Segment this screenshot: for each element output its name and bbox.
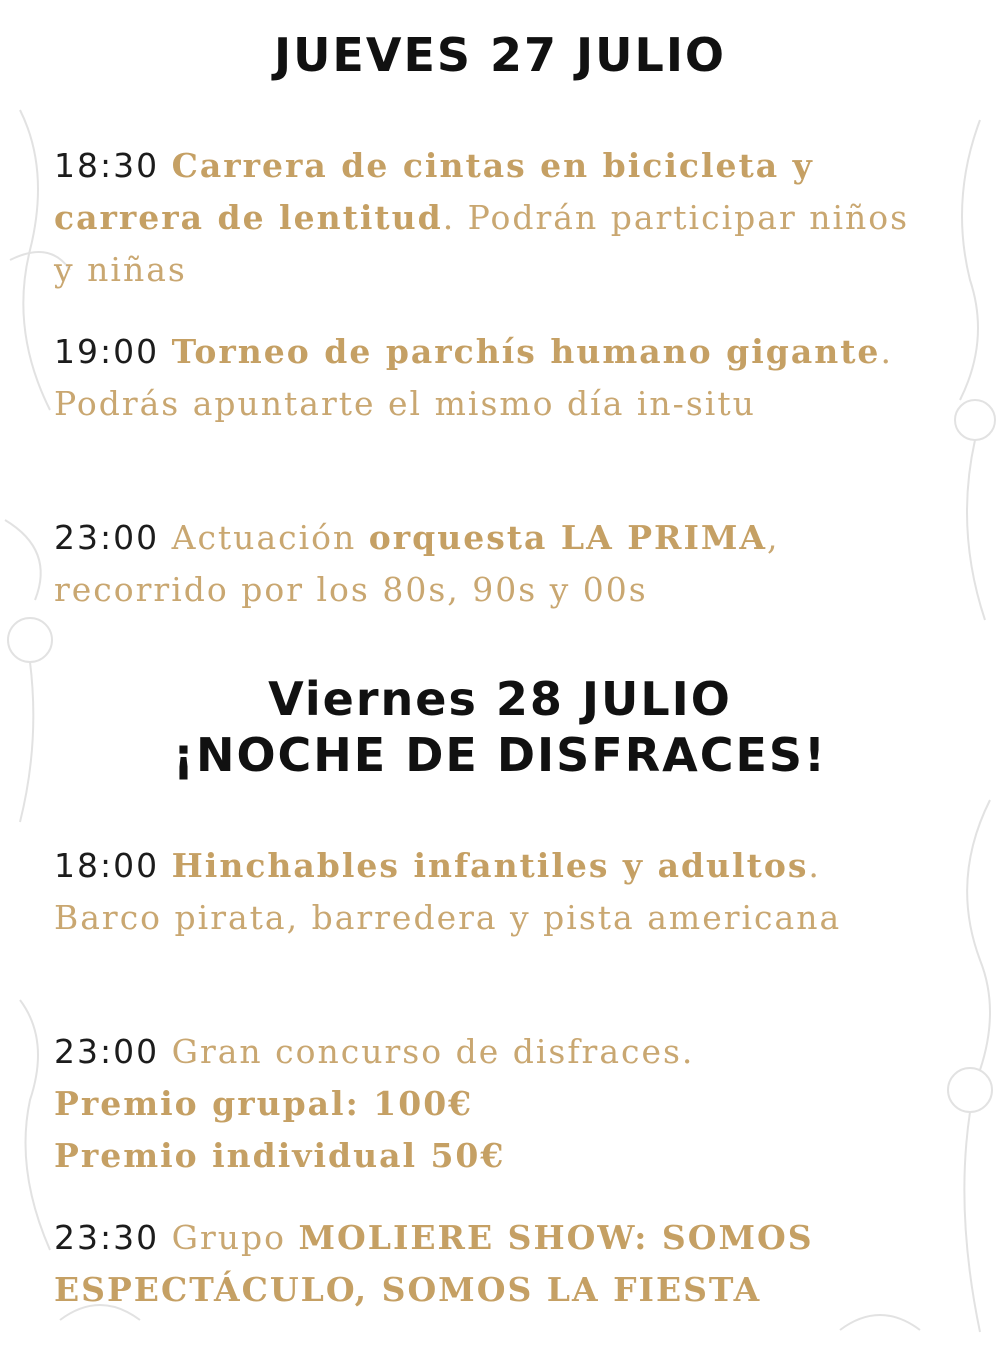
day2-subtitle: ¡NOCHE DE DISFRACES!	[172, 728, 828, 782]
event-description: , recorrido por los 80s, 90s y 00s	[54, 518, 780, 609]
event-prefix: Grupo	[171, 1218, 299, 1257]
event-highlight: Torneo de parchís humano gigante	[171, 332, 881, 371]
day1-title: JUEVES 27 JULIO	[273, 28, 727, 82]
event-time: 18:00	[54, 846, 160, 885]
event-time: 23:00	[54, 518, 160, 557]
event-prefix: Actuación	[171, 518, 369, 557]
event-description: Gran concurso de disfraces.	[171, 1032, 695, 1071]
event-day2-2	[54, 1026, 934, 1182]
prize-individual: Premio individual 50€	[54, 1136, 506, 1175]
event-day1-3	[54, 512, 934, 616]
event-highlight: MOLIERE SHOW: SOMOS ESPECTÁCULO, SOMOS LA FIESTA	[54, 1218, 814, 1309]
event-day2-3	[54, 1212, 934, 1316]
event-day2-1	[54, 840, 934, 944]
event-highlight: Carrera de cintas en bicicleta y carrera de lentitud	[54, 146, 814, 237]
prize-group: Premio grupal: 100€	[54, 1084, 474, 1123]
event-day1-1	[54, 140, 934, 296]
event-time: 19:00	[54, 332, 160, 371]
event-highlight: orquesta LA PRIMA	[368, 518, 768, 557]
event-time: 23:00	[54, 1032, 160, 1071]
event-time: 23:30	[54, 1218, 160, 1257]
event-highlight: Hinchables infantiles y adultos	[171, 846, 809, 885]
event-time: 18:30	[54, 146, 160, 185]
event-day1-2	[54, 326, 934, 430]
day2-title: Viernes 28 JULIO	[268, 672, 732, 726]
event-description: . Podrás apuntarte el mismo día in-situ	[54, 332, 893, 423]
event-description: . Podrán participar niños y niñas	[54, 198, 910, 289]
event-description: . Barco pirata, barredera y pista americana	[54, 846, 842, 937]
